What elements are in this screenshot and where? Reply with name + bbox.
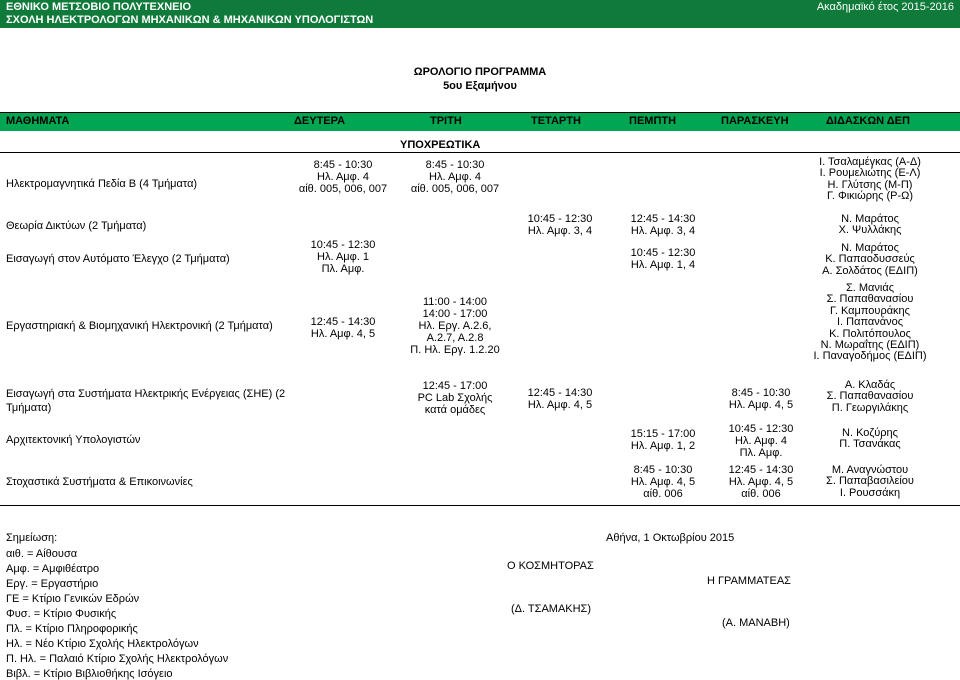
academic-year: Ακαδημαϊκό έτος 2015-2016 (816, 1, 954, 13)
teacher-name: Σ. Παπαθανασίου (826, 390, 914, 403)
school-name: ΣΧΟΛΗ ΗΛΕΚΤΡΟΛΟΓΩΝ ΜΗΧΑΝΙΚΩΝ & ΜΗΧΑΝΙΚΩΝ ΥΠΟΛΟΓΙΣΤΩΝ (6, 14, 374, 26)
course-name: Εισαγωγή στα Συστήματα Ηλεκτρικής Ενέργειας (ΣΗΕ) (2 (6, 388, 286, 400)
slot-room: αίθ. 006 (741, 488, 781, 500)
table-divider (0, 152, 960, 153)
slot-time: 12:45 - 14:30 (527, 387, 593, 399)
teacher-list (782, 380, 958, 414)
teacher-list (782, 214, 958, 237)
slot-room: Πλ. Αμφ. (739, 447, 783, 459)
slot-time: 15:15 - 17:00 (630, 428, 696, 440)
teacher-list (782, 283, 958, 363)
schedule-slot-tuesday (395, 296, 515, 356)
slot-time: 12:45 - 14:30 (310, 316, 376, 328)
teacher-name: Ι. Παναγοδήμος (ΕΔΙΠ) (813, 350, 927, 363)
column-header-tuesday: ΤΡΙΤΗ (430, 115, 462, 127)
slot-room: PC Lab Σχολής (417, 392, 493, 404)
teacher-list (782, 243, 958, 277)
slot-room: Ηλ. Αμφ. 4, 5 (527, 399, 593, 411)
slot-room: Π. Ηλ. Εργ. 1.2.20 (410, 344, 500, 356)
slot-time: 10:45 - 12:30 (527, 213, 593, 225)
column-header-friday: ΠΑΡΑΣΚΕΥΗ (721, 115, 789, 127)
dean-title: Ο ΚΟΣΜΗΤΟΡΑΣ (507, 560, 594, 572)
note-item: Ηλ. = Νέο Κτίριο Σχολής Ηλεκτρολόγων (6, 638, 199, 650)
column-header-monday: ΔΕΥΤΕΡΑ (294, 115, 346, 127)
course-name: Θεωρία Δικτύων (2 Τμήματα) (6, 220, 147, 232)
secretary-name: (Α. ΜΑΝΑΒΗ) (722, 617, 790, 629)
teacher-name: Ι. Ρουμελιώτης (Ε-Λ) (819, 167, 921, 180)
course-name: Στοχαστικά Συστήματα & Επικοινωνίες (6, 476, 193, 488)
slot-room: αίθ. 005, 006, 007 (298, 183, 388, 195)
slot-room: Ηλ. Αμφ. 4, 5 (310, 328, 376, 340)
slot-room: Ηλ. Αμφ. 4 (317, 171, 369, 183)
teacher-list (782, 465, 958, 499)
table-bottom-divider (0, 505, 960, 506)
course-name: Εισαγωγή στον Αυτόματο Έλεγχο (2 Τμήματα) (6, 253, 230, 265)
slot-room: Πλ. Αμφ. (321, 263, 365, 275)
teacher-name: Ν. Κοζύρης (842, 427, 898, 439)
course-name-continued: Τμήματα) (6, 402, 52, 414)
teacher-list (782, 428, 958, 451)
teacher-name: Ν. Μαράτος (841, 242, 899, 254)
schedule-slot-tuesday (395, 159, 515, 195)
document-date: Αθήνα, 1 Οκτωβρίου 2015 (606, 532, 735, 544)
teacher-name: Ν. Μωραΐτης (ΕΔΙΠ) (820, 339, 920, 352)
column-header-teachers: ΔΙΔΑΣΚΩΝ ΔΕΠ (826, 115, 910, 127)
slot-room: Ηλ. Αμφ. 3, 4 (630, 225, 696, 237)
slot-time: 12:45 - 17:00 (422, 380, 488, 392)
teacher-name: Μ. Αναγνώστου (831, 464, 909, 476)
slot-room: Ηλ. Αμφ. 3, 4 (527, 225, 593, 237)
note-item: Εργ. = Εργαστήριο (6, 578, 99, 590)
schedule-slot-monday (283, 239, 403, 275)
slot-time: 10:45 - 12:30 (630, 247, 696, 259)
column-header-courses: ΜΑΘΗΜΑΤΑ (6, 115, 70, 127)
secretary-title: Η ΓΡΑΜΜΑΤΕΑΣ (707, 575, 791, 587)
teacher-name: Κ. Πολιτόπουλος (829, 327, 911, 340)
course-name: Ηλεκτρομαγνητικά Πεδία Β (4 Τμήματα) (6, 178, 198, 190)
schedule-slot-thursday (603, 247, 723, 271)
schedule-slot-monday (283, 316, 403, 340)
teacher-name: Ι. Παπανάνος (836, 316, 904, 329)
page-title: ΩΡΟΛΟΓΙΟ ΠΡΟΓΡΑΜΜΑ (413, 66, 547, 78)
teacher-name: Κ. Παπαοδυσσεύς (825, 253, 915, 266)
slot-room: αίθ. 005, 006, 007 (410, 183, 500, 195)
slot-time: 8:45 - 10:30 (633, 464, 693, 476)
note-item: Αμφ. = Αμφιθέατρο (6, 563, 100, 575)
slot-room: Ηλ. Αμφ. 1, 2 (630, 440, 696, 452)
slot-time: 14:00 - 17:00 (422, 308, 488, 320)
slot-note: κατά ομάδες (424, 404, 486, 416)
teacher-name: Γ. Φικιώρης (Ρ-Ω) (827, 190, 913, 203)
slot-time: 11:00 - 14:00 (422, 296, 487, 308)
teacher-name: Γ. Καμπουράκης (830, 304, 910, 317)
slot-time: 8:45 - 10:30 (313, 159, 373, 171)
teacher-name: Σ. Μανιάς (845, 282, 895, 294)
notes-title: Σημείωση: (6, 532, 58, 544)
header-bar (0, 0, 960, 28)
note-item: Π. Ηλ. = Παλαιό Κτίριο Σχολής Ηλεκτρολόγων (6, 653, 229, 665)
teacher-name: Α. Κλαδάς (844, 379, 896, 391)
teacher-name: Π. Γεωργιλάκης (831, 401, 909, 414)
slot-time: 12:45 - 14:30 (728, 464, 794, 476)
teacher-name: Ν. Μαράτος (841, 213, 899, 225)
slot-room: Α.2.7, Α.2.8 (426, 332, 484, 344)
teacher-name: Σ. Παπαβασιλείου (826, 475, 914, 488)
teacher-name: Α. Σολδάτος (ΕΔΙΠ) (822, 264, 918, 277)
course-name: Εργαστηριακή & Βιομηχανική Ηλεκτρονική (2 Τμήματα) (6, 320, 273, 332)
slot-room: Ηλ. Αμφ. 4 (735, 435, 787, 447)
slot-room: αίθ. 006 (643, 488, 683, 500)
teacher-list (782, 157, 958, 203)
section-title: ΥΠΟΧΡΕΩΤΙΚΑ (400, 139, 481, 151)
slot-room: Ηλ. Αμφ. 4, 5 (630, 476, 696, 488)
slot-time: 10:45 - 12:30 (728, 423, 794, 435)
note-item: Πλ. = Κτίριο Πληροφορικής (6, 623, 138, 635)
teacher-name: Ι. Ρουσσάκη (839, 486, 901, 499)
schedule-slot-thursday (603, 213, 723, 237)
teacher-name: Σ. Παπαθανασίου (826, 293, 914, 306)
dean-name: (Δ. ΤΣΑΜΑΚΗΣ) (511, 603, 592, 615)
note-item: Βιβλ. = Κτίριο Βιβλιοθήκης Ισόγειο (6, 668, 173, 680)
schedule-slot-tuesday (395, 380, 515, 416)
slot-time: 8:45 - 10:30 (731, 387, 791, 399)
slot-time: 12:45 - 14:30 (630, 213, 696, 225)
institution-name: ΕΘΝΙΚΟ ΜΕΤΣΟΒΙΟ ΠΟΛΥΤΕΧΝΕΙΟ (6, 1, 192, 13)
note-item: αιθ. = Αίθουσα (6, 548, 78, 560)
column-header-wednesday: ΤΕΤΑΡΤΗ (531, 115, 581, 127)
schedule-slot-monday (283, 159, 403, 195)
slot-room: Ηλ. Αμφ. 1 (317, 251, 369, 263)
column-header-bar (0, 112, 960, 131)
slot-room: Ηλ. Αμφ. 4, 5 (728, 476, 794, 488)
slot-room: Ηλ. Αμφ. 4 (429, 171, 481, 183)
teacher-name: Π. Τσανάκας (839, 438, 901, 451)
slot-room: Ηλ. Αμφ. 1, 4 (630, 259, 696, 271)
note-item: Φυσ. = Κτίριο Φυσικής (6, 608, 117, 620)
slot-room: Ηλ. Εργ. Α.2.6, (418, 320, 492, 332)
slot-room: Ηλ. Αμφ. 4, 5 (728, 399, 794, 411)
teacher-name: Ι. Τσαλαμέγκας (Α-Δ) (819, 156, 921, 168)
slot-time: 8:45 - 10:30 (425, 159, 485, 171)
column-header-thursday: ΠΕΜΠΤΗ (629, 115, 677, 127)
page-subtitle: 5ου Εξαμήνου (443, 80, 517, 92)
schedule-slot-wednesday (500, 213, 620, 237)
teacher-name: Η. Γλύτσης (Μ-Π) (827, 178, 913, 191)
note-item: ΓΕ = Κτίριο Γενικών Εδρών (6, 593, 140, 605)
teacher-name: Χ. Ψυλλάκης (838, 224, 902, 237)
course-name: Αρχιτεκτονική Υπολογιστών (6, 434, 141, 446)
schedule-slot-wednesday (500, 387, 620, 411)
slot-time: 10:45 - 12:30 (310, 239, 376, 251)
